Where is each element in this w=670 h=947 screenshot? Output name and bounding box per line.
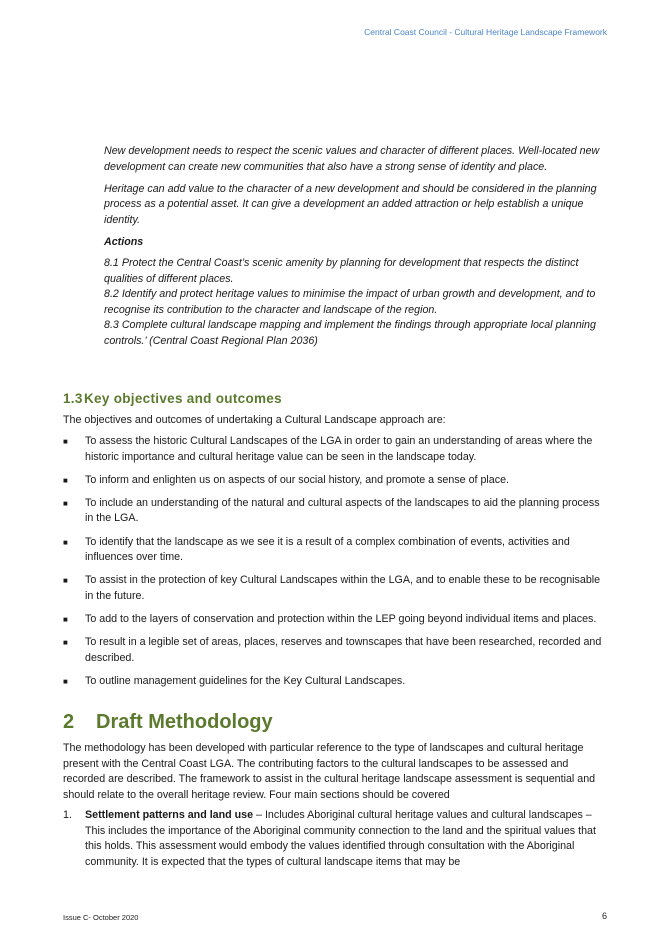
action-item: 8.3 Complete cultural landscape mapping and implement the findings through appropriate local planning controls.’ (Central Coast Regional Plan 2036) [104, 319, 596, 347]
methodology-list [63, 808, 608, 870]
section-title: Draft Methodology [96, 711, 273, 733]
section-heading-1-3 [63, 391, 282, 406]
section-title: Key objectives and outcomes [84, 391, 282, 406]
bullet-icon: ■ [63, 437, 68, 446]
bullet-icon: ■ [63, 498, 68, 508]
objectives-intro: The objectives and outcomes of undertaking a Cultural Landscape approach are: [63, 414, 446, 426]
section-number: 2 [63, 711, 75, 733]
objective-item [63, 573, 608, 604]
footer-issue: Issue C- October 2020 [63, 913, 139, 922]
actions-heading: Actions [104, 235, 144, 248]
action-item: 8.1 Protect the Central Coast’s scenic amenity by planning for development that respects the distinct qualities of different places. [104, 257, 579, 285]
objective-item [63, 473, 608, 489]
bullet-icon: ■ [63, 475, 68, 485]
objective-item [63, 635, 608, 666]
bullet-icon: ■ [63, 576, 68, 586]
section-heading-2 [63, 711, 273, 734]
objective-text: To assist in the protection of key Cultural Landscapes within the LGA, and to enable these to be recognisable in the future. [85, 574, 601, 602]
quoted-passage [104, 144, 608, 349]
methodology-intro: The methodology has been developed with particular reference to the type of landscapes and cultural heritage present with the Central Coast LGA. The contributing factors to the cultural landscapes to be assessed and recorded are described. The framework to assist in the cultural heritage landscape assessment is sequential and should relate to the overall heritage review. Four main sections should be covered [63, 742, 596, 801]
item-lead: Settlement patterns and land use [85, 809, 254, 821]
item-number: 1. [63, 809, 72, 821]
methodology-item [63, 808, 608, 870]
bullet-icon: ■ [63, 537, 68, 547]
objective-text: To inform and enlighten us on aspects of our social history, and promote a sense of place. [85, 473, 509, 486]
section-number: 1.3 [63, 391, 83, 406]
objective-item [63, 496, 608, 527]
objective-text: To assess the historic Cultural Landscapes of the LGA in order to gain an understanding of areas where the historic importance and cultural heritage value can be seen in the landscape today. [85, 435, 593, 463]
running-header: Central Coast Council - Cultural Heritage Landscape Framework [364, 27, 607, 37]
objective-text: To result in a legible set of areas, places, reserves and townscapes that have been researched, recorded and described. [85, 636, 602, 664]
quote-paragraph: New development needs to respect the scenic values and character of different places. Well-located new development can create new communities that also have a strong sense of identity and place. [104, 145, 600, 173]
objectives-list [63, 434, 608, 697]
page-number: 6 [601, 911, 607, 921]
action-item: 8.2 Identify and protect heritage values to minimise the impact of urban growth and development, and to recognise its contribution to the character and landscape of the region. [104, 288, 596, 316]
objective-item [63, 434, 608, 465]
objective-text: To identify that the landscape as we see it is a result of a complex combination of events, activities and influences over time. [85, 535, 570, 564]
bullet-icon: ■ [63, 614, 68, 624]
objective-item [63, 674, 608, 690]
objective-text: To include an understanding of the natural and cultural aspects of the landscapes to aid the planning process in the LGA. [85, 496, 600, 525]
objective-item [63, 535, 608, 566]
item-text: – Includes Aboriginal cultural heritage values and cultural landscapes – This includes the importance of the Aboriginal community connection to the land and the spiritual values that this holds. This assessment would embody the values identified through consultation with the Aboriginal community. It is expected that the types of cultural landscape items that may be [85, 809, 596, 868]
objective-item [63, 612, 608, 628]
bullet-icon: ■ [63, 638, 68, 648]
objective-text: To outline management guidelines for the Key Cultural Landscapes. [85, 674, 406, 687]
quote-paragraph: Heritage can add value to the character of a new development and should be considered in the planning process as a potential asset. It can give a development an added attraction or help establish a unique identity. [104, 182, 597, 226]
objective-text: To add to the layers of conservation and protection within the LEP going beyond individual items and places. [85, 612, 597, 625]
bullet-icon: ■ [63, 676, 68, 686]
